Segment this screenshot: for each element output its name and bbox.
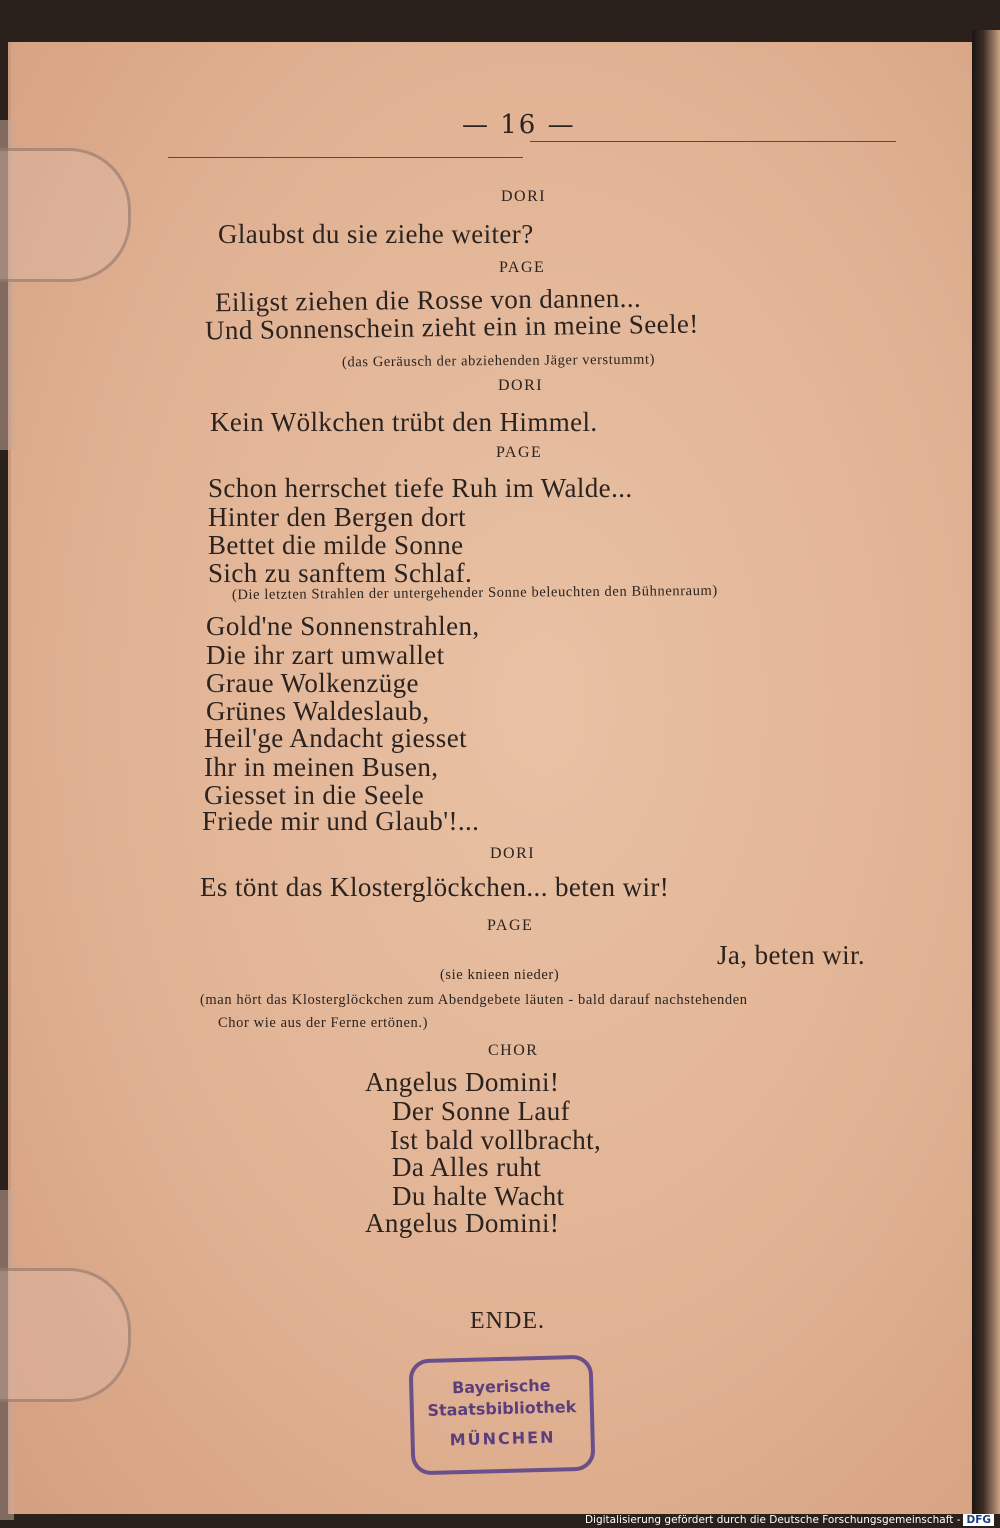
verse-line: Angelus Domini! xyxy=(365,1067,560,1097)
paper-clip-top xyxy=(0,148,131,282)
verse-line: Bettet die milde Sonne xyxy=(208,530,464,560)
stage-direction: (sie knieen nieder) xyxy=(440,967,560,983)
verse-line: Giesset in die Seele xyxy=(204,780,425,810)
verse-line: Heil'ge Andacht giesset xyxy=(204,723,467,753)
footer-text: Digitalisierung gefördert durch die Deutsche Forschungsgemeinschaft - xyxy=(584,1514,961,1526)
header-rule-left xyxy=(168,157,523,158)
footer-credit xyxy=(585,1514,994,1526)
paper-clip-bottom xyxy=(0,1268,131,1402)
stamp-line-2: Staatsbibliothek xyxy=(427,1397,577,1420)
dfg-logo: DFG xyxy=(963,1514,994,1526)
library-stamp xyxy=(409,1355,596,1476)
verse-line: Schon herrschet tiefe Ruh im Walde... xyxy=(208,473,633,503)
end-marker: ENDE. xyxy=(470,1308,545,1334)
stage-direction: Chor wie aus der Ferne ertönen.) xyxy=(218,1015,429,1031)
verse-line: Sich zu sanftem Schlaf. xyxy=(208,558,473,588)
stamp-line-1: Bayerische xyxy=(451,1375,551,1398)
verse-line: Ja, beten wir. xyxy=(717,940,866,970)
speaker-name: PAGE xyxy=(496,444,543,461)
speaker-name: DORI xyxy=(498,377,544,394)
speaker-name: DORI xyxy=(501,188,547,205)
verse-line: Die ihr zart umwallet xyxy=(206,640,445,670)
verse-line: Hinter den Bergen dort xyxy=(208,502,466,532)
verse-line: Friede mir und Glaub'!... xyxy=(202,806,480,836)
verse-line: Ist bald vollbracht, xyxy=(390,1125,602,1155)
stage-direction: (Die letzten Strahlen der untergehender Sonne beleuchten den Bühnenraum) xyxy=(231,582,718,604)
verse-line: Du halte Wacht xyxy=(392,1181,565,1211)
verse-line: Glaubst du sie ziehe weiter? xyxy=(218,219,534,249)
verse-line: Es tönt das Klosterglöckchen... beten wir! xyxy=(200,872,670,902)
book-page xyxy=(8,42,977,1514)
verse-line: Gold'ne Sonnenstrahlen, xyxy=(206,611,480,641)
stage-direction: (das Geräusch der abziehenden Jäger verstummt) xyxy=(341,351,656,371)
verse-line: Der Sonne Lauf xyxy=(392,1096,571,1126)
verse-line: Grünes Waldeslaub, xyxy=(206,696,430,726)
verse-line: Graue Wolkenzüge xyxy=(206,668,419,698)
verse-line: Ihr in meinen Busen, xyxy=(204,752,439,782)
book-spine-edge xyxy=(972,30,1000,1514)
verse-line: Kein Wölkchen trübt den Himmel. xyxy=(210,407,598,437)
page-number: — 16 — xyxy=(462,110,576,140)
verse-line: Und Sonnenschein zieht ein in meine Seele! xyxy=(204,308,699,346)
speaker-name: PAGE xyxy=(499,259,546,276)
verse-line: Eiligst ziehen die Rosse von dannen... xyxy=(214,282,642,318)
speaker-name: CHOR xyxy=(488,1042,539,1059)
header-rule-right xyxy=(530,141,896,142)
verse-line: Da Alles ruht xyxy=(392,1152,542,1182)
speaker-name: DORI xyxy=(490,845,536,862)
verse-line: Angelus Domini! xyxy=(365,1208,560,1238)
stamp-line-3: MÜNCHEN xyxy=(449,1427,556,1450)
speaker-name: PAGE xyxy=(487,917,534,934)
stage-direction: (man hört das Klosterglöckchen zum Abendgebete läuten - bald darauf nachstehenden xyxy=(200,992,748,1008)
